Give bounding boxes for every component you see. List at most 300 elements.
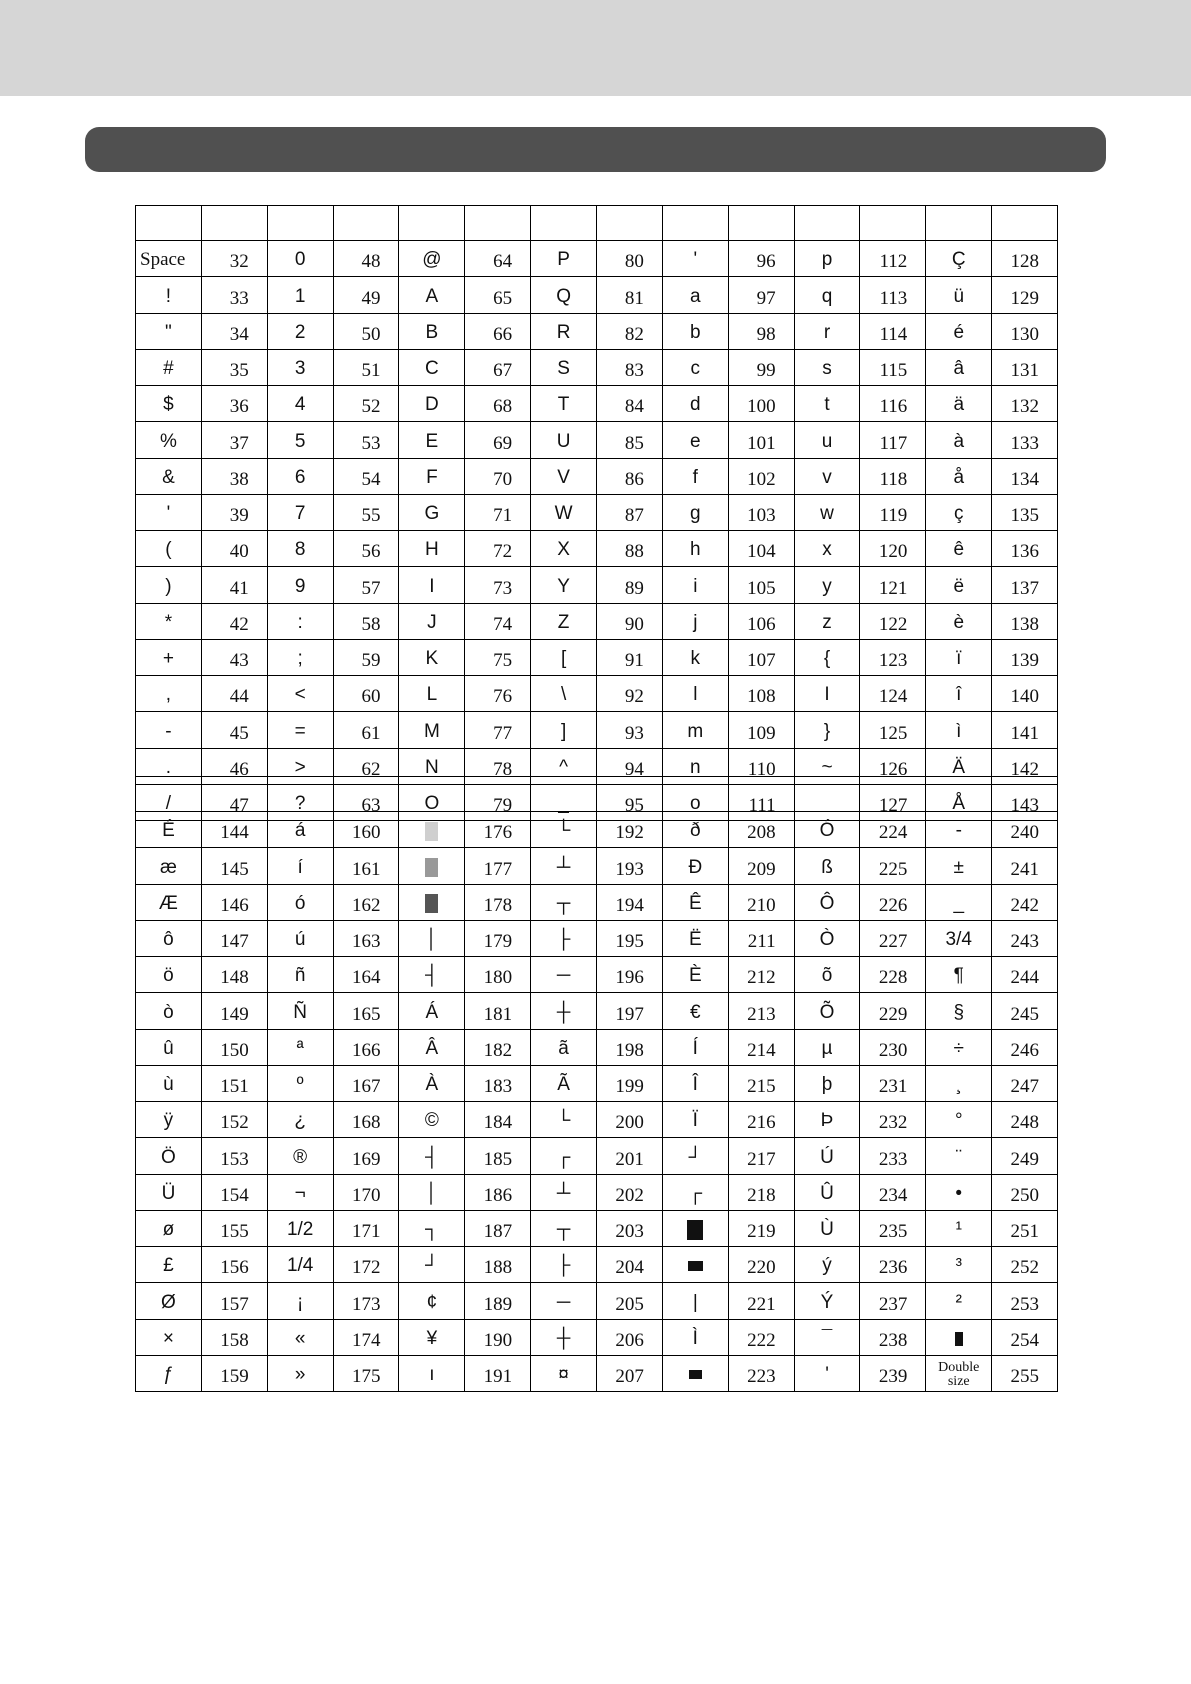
code-cell: 113 (860, 277, 926, 313)
code-cell: 189 (465, 1283, 531, 1319)
code-cell: 219 (728, 1210, 794, 1246)
code-cell: 72 (465, 531, 531, 567)
char-cell: * (136, 603, 202, 639)
table-row (136, 567, 1058, 603)
table-row (136, 920, 1058, 956)
char-cell: J (399, 603, 465, 639)
code-cell: 176 (465, 812, 531, 848)
char-cell: ë (926, 567, 992, 603)
character-code-table-2 (135, 776, 1058, 1392)
char-cell: X (531, 531, 597, 567)
code-cell: 90 (597, 603, 663, 639)
code-cell: 239 (860, 1355, 926, 1391)
code-cell: 129 (992, 277, 1058, 313)
top-band (0, 0, 1191, 96)
char-cell: , (136, 676, 202, 712)
code-cell: 63 (333, 784, 399, 820)
code-cell: 57 (333, 567, 399, 603)
code-cell: 195 (597, 920, 663, 956)
code-cell: 153 (201, 1138, 267, 1174)
char-cell: 7 (267, 494, 333, 530)
code-cell: 200 (597, 1102, 663, 1138)
code-cell: 109 (728, 712, 794, 748)
char-cell: 3/4 (926, 920, 992, 956)
char-cell: ß (794, 848, 860, 884)
char-cell: ^ (531, 748, 597, 784)
header-cell (531, 777, 597, 812)
header-cell (992, 777, 1058, 812)
table-row (136, 957, 1058, 993)
code-cell: 60 (333, 676, 399, 712)
char-cell: ┴ (531, 1174, 597, 1210)
char-cell: ¹ (926, 1210, 992, 1246)
code-cell: 120 (860, 531, 926, 567)
char-cell: ├ (531, 920, 597, 956)
char-cell: ı (399, 1355, 465, 1391)
char-cell: ï (926, 639, 992, 675)
char-cell: è (926, 603, 992, 639)
code-cell: 211 (728, 920, 794, 956)
code-cell: 202 (597, 1174, 663, 1210)
char-cell: ó (267, 884, 333, 920)
code-cell: 151 (201, 1065, 267, 1101)
code-cell: 136 (992, 531, 1058, 567)
code-cell: 50 (333, 313, 399, 349)
char-cell: w (794, 494, 860, 530)
code-cell: 51 (333, 349, 399, 385)
code-cell: 64 (465, 241, 531, 277)
char-cell: I (399, 567, 465, 603)
code-cell: 91 (597, 639, 663, 675)
block-glyph-icon (955, 1332, 963, 1346)
char-cell: ¤ (531, 1355, 597, 1391)
char-cell: Ó (794, 812, 860, 848)
char-cell: ┴ (531, 848, 597, 884)
code-cell: 110 (728, 748, 794, 784)
code-cell: 218 (728, 1174, 794, 1210)
code-cell: 47 (201, 784, 267, 820)
code-cell: 102 (728, 458, 794, 494)
code-cell: 88 (597, 531, 663, 567)
code-cell: 244 (992, 957, 1058, 993)
char-cell: b (662, 313, 728, 349)
code-cell: 190 (465, 1319, 531, 1355)
code-cell: 126 (860, 748, 926, 784)
table-row (136, 1247, 1058, 1283)
code-cell: 168 (333, 1102, 399, 1138)
char-cell: W (531, 494, 597, 530)
char-cell: ¿ (267, 1102, 333, 1138)
code-cell: 115 (860, 349, 926, 385)
code-cell: 143 (992, 784, 1058, 820)
char-cell: y (794, 567, 860, 603)
char-cell: ┘ (662, 1138, 728, 1174)
code-cell: 65 (465, 277, 531, 313)
code-cell: 83 (597, 349, 663, 385)
char-cell: ¸ (926, 1065, 992, 1101)
char-cell: f (662, 458, 728, 494)
char-cell: l (662, 676, 728, 712)
char-cell: e (662, 422, 728, 458)
table-row (136, 1319, 1058, 1355)
char-cell: k (662, 639, 728, 675)
header-cell (728, 777, 794, 812)
table-row (136, 277, 1058, 313)
char-cell (399, 848, 465, 884)
char-cell: ³ (926, 1247, 992, 1283)
code-cell: 138 (992, 603, 1058, 639)
code-cell: 97 (728, 277, 794, 313)
code-cell: 253 (992, 1283, 1058, 1319)
char-cell: º (267, 1065, 333, 1101)
code-cell: 107 (728, 639, 794, 675)
char-cell: • (926, 1174, 992, 1210)
char-cell: s (794, 349, 860, 385)
char-cell: ã (531, 1029, 597, 1065)
char-cell: { (794, 639, 860, 675)
code-cell: 86 (597, 458, 663, 494)
code-cell: 131 (992, 349, 1058, 385)
table-row (136, 812, 1058, 848)
char-cell: T (531, 386, 597, 422)
char-cell: j (662, 603, 728, 639)
char-cell: H (399, 531, 465, 567)
code-cell: 227 (860, 920, 926, 956)
table-row (136, 1065, 1058, 1101)
code-cell: 161 (333, 848, 399, 884)
char-cell (662, 1355, 728, 1391)
block-glyph-icon (425, 858, 438, 877)
header-cell (201, 777, 267, 812)
code-cell: 201 (597, 1138, 663, 1174)
char-cell: ê (926, 531, 992, 567)
code-cell: 242 (992, 884, 1058, 920)
char-cell: R (531, 313, 597, 349)
code-cell: 116 (860, 386, 926, 422)
code-cell: 99 (728, 349, 794, 385)
code-cell: 197 (597, 993, 663, 1029)
char-cell: ƒ (136, 1355, 202, 1391)
char-cell: L (399, 676, 465, 712)
code-cell: 104 (728, 531, 794, 567)
table-row (136, 603, 1058, 639)
char-cell: å (926, 458, 992, 494)
table-row (136, 1210, 1058, 1246)
code-cell: 78 (465, 748, 531, 784)
char-cell: ┬ (531, 884, 597, 920)
code-cell: 150 (201, 1029, 267, 1065)
header-cell (399, 206, 465, 241)
char-cell: V (531, 458, 597, 494)
char-cell: $ (136, 386, 202, 422)
char-cell: m (662, 712, 728, 748)
code-cell: 204 (597, 1247, 663, 1283)
char-cell: Ä (926, 748, 992, 784)
char-cell: 1/2 (267, 1210, 333, 1246)
code-cell: 37 (201, 422, 267, 458)
char-cell: ä (926, 386, 992, 422)
code-cell: 69 (465, 422, 531, 458)
char-cell: M (399, 712, 465, 748)
table-row (136, 386, 1058, 422)
char-cell: x (794, 531, 860, 567)
code-cell: 122 (860, 603, 926, 639)
code-cell: 144 (201, 812, 267, 848)
code-cell: 240 (992, 812, 1058, 848)
code-cell: 147 (201, 920, 267, 956)
char-cell: É (136, 812, 202, 848)
code-cell: 196 (597, 957, 663, 993)
char-cell: ° (926, 1102, 992, 1138)
char-cell: Á (399, 993, 465, 1029)
code-cell: 121 (860, 567, 926, 603)
char-cell: + (136, 639, 202, 675)
char-cell: i (662, 567, 728, 603)
code-cell: 54 (333, 458, 399, 494)
char-cell: 1/4 (267, 1247, 333, 1283)
char-cell: ñ (267, 957, 333, 993)
char-cell: í (267, 848, 333, 884)
code-cell: 75 (465, 639, 531, 675)
code-cell: 224 (860, 812, 926, 848)
char-cell: þ (794, 1065, 860, 1101)
char-cell: 1 (267, 277, 333, 313)
char-cell: U (531, 422, 597, 458)
char-cell: Â (399, 1029, 465, 1065)
char-cell: ) (136, 567, 202, 603)
header-cell (662, 777, 728, 812)
code-cell: 32 (201, 241, 267, 277)
char-cell: 2 (267, 313, 333, 349)
char-cell: I (794, 676, 860, 712)
char-cell: \ (531, 676, 597, 712)
char-cell: 5 (267, 422, 333, 458)
code-cell: 178 (465, 884, 531, 920)
char-cell: Ù (794, 1210, 860, 1246)
char-cell: ¬ (267, 1174, 333, 1210)
code-cell: 255 (992, 1355, 1058, 1391)
code-cell: 221 (728, 1283, 794, 1319)
char-cell: ú (267, 920, 333, 956)
code-cell: 132 (992, 386, 1058, 422)
char-cell: é (926, 313, 992, 349)
code-cell: 192 (597, 812, 663, 848)
table-row (136, 313, 1058, 349)
code-cell: 85 (597, 422, 663, 458)
char-cell: Ý (794, 1283, 860, 1319)
char-cell: % (136, 422, 202, 458)
code-cell: 134 (992, 458, 1058, 494)
char-cell: ÿ (136, 1102, 202, 1138)
char-cell: ¥ (399, 1319, 465, 1355)
code-cell: 101 (728, 422, 794, 458)
code-cell: 232 (860, 1102, 926, 1138)
char-cell: │ (399, 1174, 465, 1210)
code-cell: 226 (860, 884, 926, 920)
char-cell: ì (926, 712, 992, 748)
code-cell: 34 (201, 313, 267, 349)
char-cell: S (531, 349, 597, 385)
code-cell: 228 (860, 957, 926, 993)
code-cell: 44 (201, 676, 267, 712)
code-cell: 245 (992, 993, 1058, 1029)
code-cell: 137 (992, 567, 1058, 603)
code-cell: 249 (992, 1138, 1058, 1174)
char-cell: @ (399, 241, 465, 277)
char-cell: v (794, 458, 860, 494)
code-cell: 45 (201, 712, 267, 748)
header-cell (465, 777, 531, 812)
code-cell: 187 (465, 1210, 531, 1246)
code-cell: 214 (728, 1029, 794, 1065)
char-cell: E (399, 422, 465, 458)
code-cell: 156 (201, 1247, 267, 1283)
char-cell: © (399, 1102, 465, 1138)
code-cell: 149 (201, 993, 267, 1029)
char-cell: ¶ (926, 957, 992, 993)
char-cell: ð (662, 812, 728, 848)
table-row (136, 1029, 1058, 1065)
char-cell: _ (926, 884, 992, 920)
code-cell: 81 (597, 277, 663, 313)
char-cell: 8 (267, 531, 333, 567)
char-cell: Ë (662, 920, 728, 956)
code-cell: 139 (992, 639, 1058, 675)
code-cell: 145 (201, 848, 267, 884)
char-cell: ( (136, 531, 202, 567)
table-row (136, 458, 1058, 494)
block-glyph-icon (425, 894, 438, 913)
char-cell: ┘ (399, 1247, 465, 1283)
header-cell (201, 206, 267, 241)
char-cell: 4 (267, 386, 333, 422)
code-cell: 163 (333, 920, 399, 956)
code-cell: 251 (992, 1210, 1058, 1246)
code-cell: 236 (860, 1247, 926, 1283)
char-cell: └ (531, 812, 597, 848)
header-row (136, 777, 1058, 812)
char-cell: µ (794, 1029, 860, 1065)
code-cell: 98 (728, 313, 794, 349)
char-cell: : (267, 603, 333, 639)
code-cell: 46 (201, 748, 267, 784)
char-cell: ; (267, 639, 333, 675)
char-cell: ü (926, 277, 992, 313)
char-cell: § (926, 993, 992, 1029)
code-cell: 87 (597, 494, 663, 530)
char-cell: F (399, 458, 465, 494)
code-cell: 79 (465, 784, 531, 820)
char-cell: & (136, 458, 202, 494)
code-cell: 41 (201, 567, 267, 603)
char-cell: p (794, 241, 860, 277)
table-row (136, 241, 1058, 277)
header-cell (860, 206, 926, 241)
code-cell: 66 (465, 313, 531, 349)
char-cell: N (399, 748, 465, 784)
char-cell: û (136, 1029, 202, 1065)
code-cell: 247 (992, 1065, 1058, 1101)
char-cell: Ï (662, 1102, 728, 1138)
char-cell: ý (794, 1247, 860, 1283)
code-cell: 80 (597, 241, 663, 277)
code-cell: 172 (333, 1247, 399, 1283)
code-cell: 38 (201, 458, 267, 494)
header-cell (794, 206, 860, 241)
code-cell: 217 (728, 1138, 794, 1174)
code-cell: 56 (333, 531, 399, 567)
code-cell: 184 (465, 1102, 531, 1138)
code-cell: 117 (860, 422, 926, 458)
code-cell: 175 (333, 1355, 399, 1391)
code-cell: 193 (597, 848, 663, 884)
char-cell: Ç (926, 241, 992, 277)
char-cell: £ (136, 1247, 202, 1283)
code-cell: 170 (333, 1174, 399, 1210)
code-cell: 164 (333, 957, 399, 993)
code-cell: 73 (465, 567, 531, 603)
code-cell: 254 (992, 1319, 1058, 1355)
char-cell: ┤ (399, 957, 465, 993)
char-cell: Î (662, 1065, 728, 1101)
code-cell: 61 (333, 712, 399, 748)
code-cell: 207 (597, 1355, 663, 1391)
code-cell: 220 (728, 1247, 794, 1283)
char-cell: o (662, 784, 728, 820)
code-cell: 105 (728, 567, 794, 603)
header-cell (267, 206, 333, 241)
header-cell (992, 206, 1058, 241)
code-cell: 215 (728, 1065, 794, 1101)
header-cell (136, 206, 202, 241)
code-cell: 185 (465, 1138, 531, 1174)
char-cell: ┤ (399, 1138, 465, 1174)
block-glyph-icon (689, 1370, 702, 1379)
char-cell: n (662, 748, 728, 784)
code-cell: 123 (860, 639, 926, 675)
code-cell: 183 (465, 1065, 531, 1101)
char-cell: ' (136, 494, 202, 530)
table-row (136, 676, 1058, 712)
header-cell (267, 777, 333, 812)
char-cell: " (136, 313, 202, 349)
char-cell: ² (926, 1283, 992, 1319)
char-cell: O (399, 784, 465, 820)
code-cell: 59 (333, 639, 399, 675)
char-cell: ¯ (794, 1319, 860, 1355)
code-cell: 159 (201, 1355, 267, 1391)
header-cell (597, 206, 663, 241)
code-cell: 155 (201, 1210, 267, 1246)
char-cell: P (531, 241, 597, 277)
char-cell: # (136, 349, 202, 385)
char-cell: c (662, 349, 728, 385)
char-cell: Ô (794, 884, 860, 920)
char-cell: Ò (794, 920, 860, 956)
char-cell: Ñ (267, 993, 333, 1029)
code-cell: 198 (597, 1029, 663, 1065)
char-cell: Æ (136, 884, 202, 920)
header-cell (136, 777, 202, 812)
code-cell: 241 (992, 848, 1058, 884)
table-row (136, 639, 1058, 675)
char-cell: a (662, 277, 728, 313)
code-cell: 141 (992, 712, 1058, 748)
header-cell (728, 206, 794, 241)
code-cell: 248 (992, 1102, 1058, 1138)
code-cell: 133 (992, 422, 1058, 458)
code-cell: 225 (860, 848, 926, 884)
